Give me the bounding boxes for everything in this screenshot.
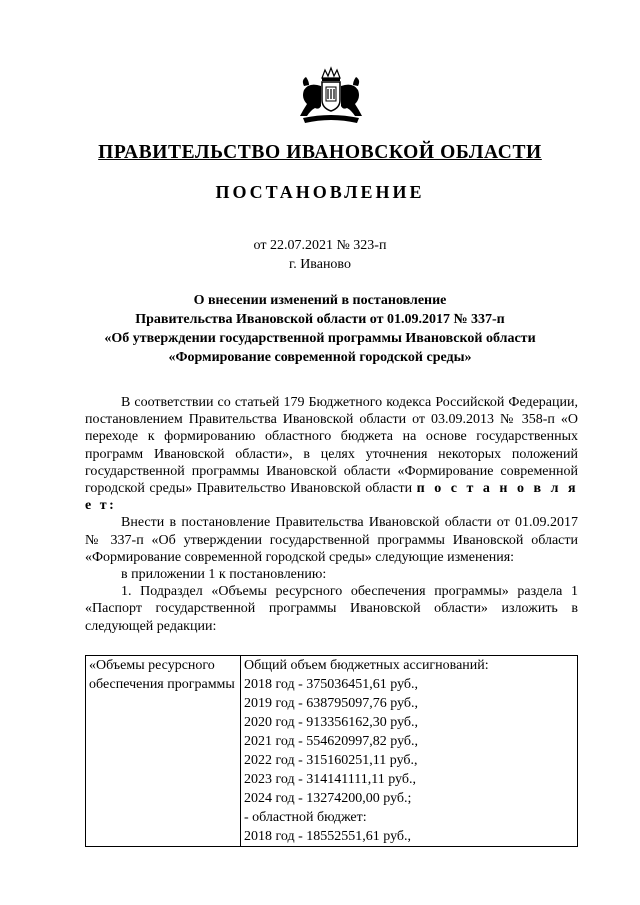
table-line: 2024 год - 13274200,00 руб.;	[244, 791, 412, 806]
coat-of-arms-emblem	[295, 66, 367, 126]
preamble-text: В соответствии со статьей 179 Бюджетного кодекса Российской Федерации, постановлением Правительства Ивановской области от 03.09.2013 № 358-п «О переходе к формированию областного бюджета на основе государственных программ Ивановской области», в целях уточнения некоторых положений государственной программы Ивановской области «Формирование современной городской среды» Правительство Ивановской области	[85, 395, 578, 497]
table-line: - областной бюджет:	[244, 810, 367, 825]
document-type: ПОСТАНОВЛЕНИЕ	[215, 182, 425, 202]
table-line: 2018 год - 18552551,61 руб.,	[244, 829, 412, 844]
table-value-cell	[241, 656, 578, 847]
table-line: 2022 год - 315160251,11 руб.,	[244, 753, 418, 768]
table-line: 2019 год - 638795097,76 руб.,	[244, 696, 419, 711]
table-line: 2018 год - 375036451,61 руб.,	[244, 677, 419, 692]
decree-word: п о с т а н о в л я е т:	[85, 481, 579, 514]
document-body	[85, 394, 578, 635]
date-number: от 22.07.2021 № 323-п	[253, 238, 387, 253]
document-title	[60, 291, 580, 367]
title-line-4: «Формирование современной городской среды»	[168, 350, 472, 365]
amendment-paragraph: Внести в постановление Правительства Ивановской области от 01.09.2017 № 337-п «Об утверждении государственной программы Ивановской области «Формирование современной городской среды» следующие изменения:	[85, 515, 578, 565]
city: г. Иваново	[289, 257, 351, 272]
table-line: Общий объем бюджетных ассигнований:	[244, 658, 489, 673]
table-line: 2020 год - 913356162,30 руб.,	[244, 715, 419, 730]
government-name: ПРАВИТЕЛЬСТВО ИВАНОВСКОЙ ОБЛАСТИ	[98, 142, 542, 163]
document-meta	[0, 236, 640, 274]
passport-table	[85, 655, 578, 847]
appendix-paragraph: в приложении 1 к постановлению:	[121, 567, 327, 583]
title-line-2: Правительства Ивановской области от 01.09.2017 № 337-п	[135, 312, 505, 327]
title-line-3: «Об утверждении государственной программы Ивановской области	[104, 331, 536, 346]
table-line: 2023 год - 314141111,11 руб.,	[244, 772, 416, 787]
title-line-1: О внесении изменений в постановление	[193, 293, 447, 308]
table-label-cell: «Объемы ресурсного обеспечения программы	[86, 656, 241, 847]
item-1-paragraph: 1. Подраздел «Объемы ресурсного обеспечения программы» раздела 1 «Паспорт государственной программы Ивановской области» изложить в следующей редакции:	[85, 584, 578, 634]
table-row	[86, 656, 578, 847]
table-line: 2021 год - 554620997,82 руб.,	[244, 734, 419, 749]
preamble-paragraph	[85, 394, 578, 514]
